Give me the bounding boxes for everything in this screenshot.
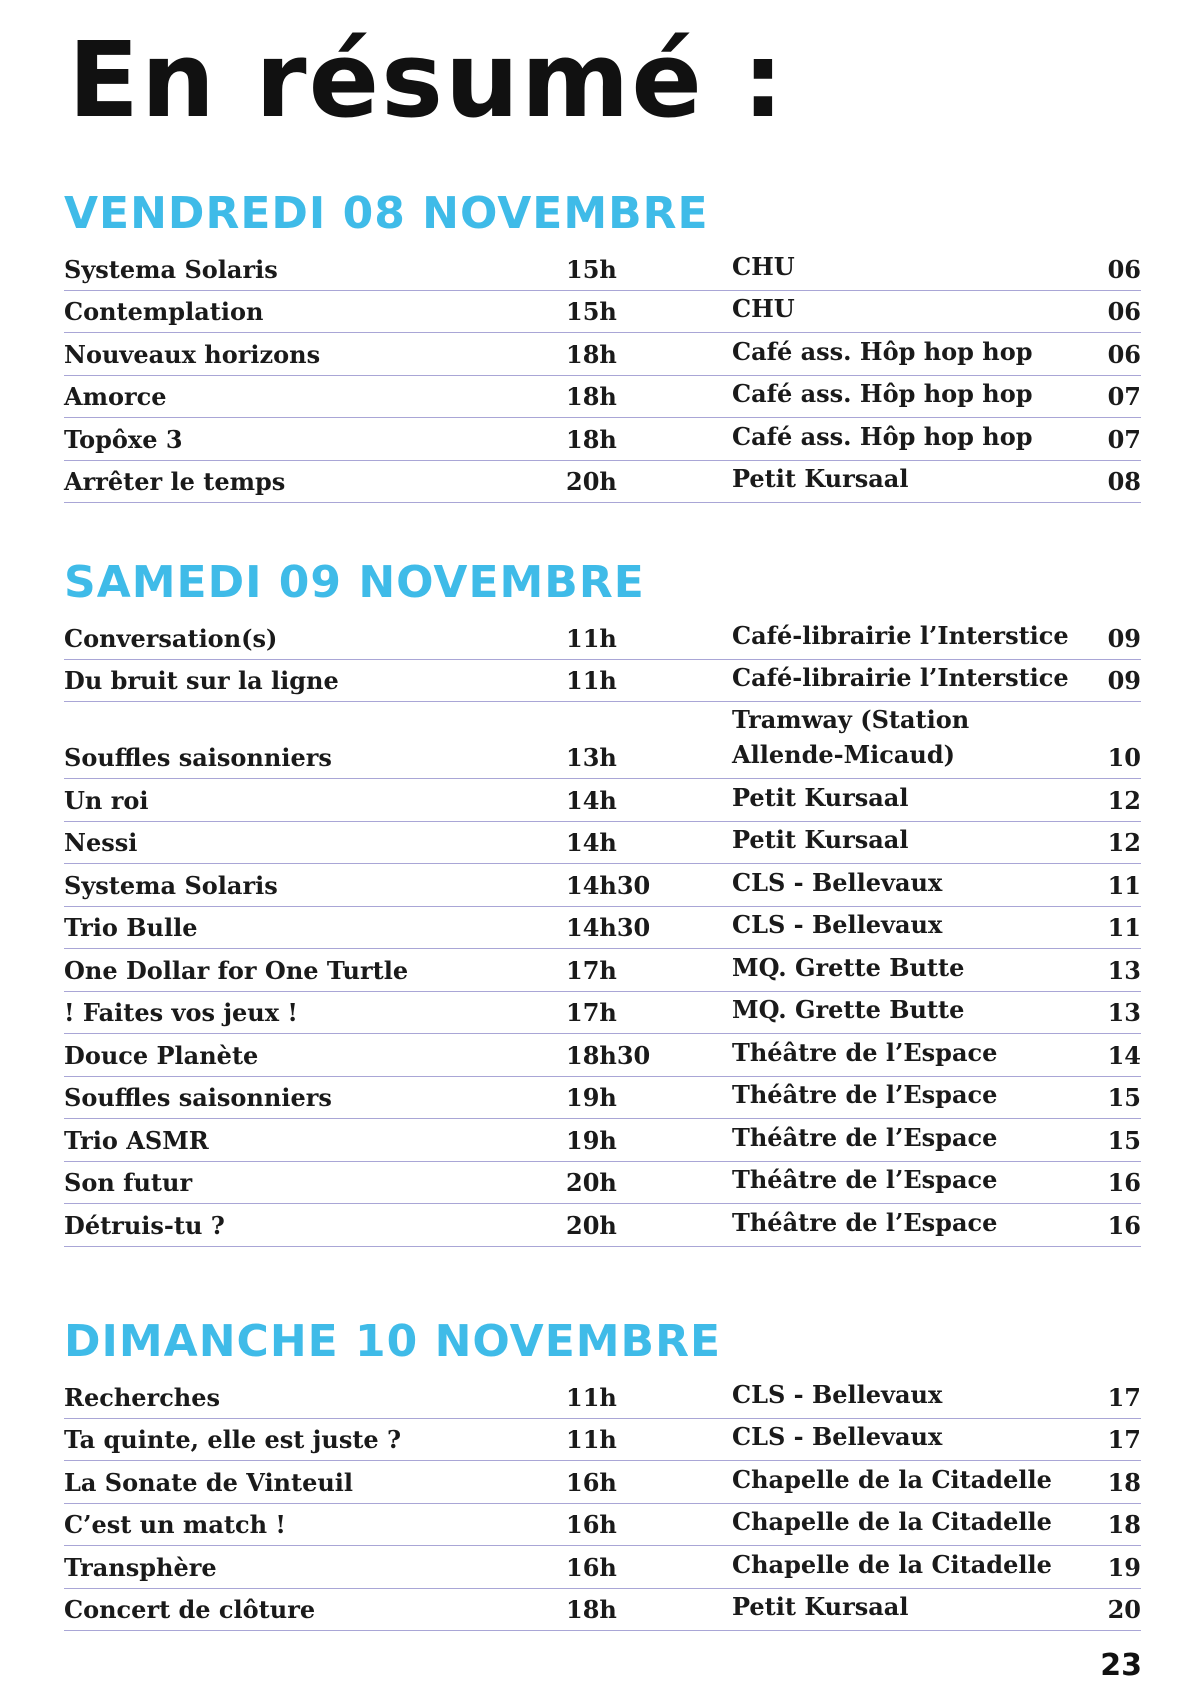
- event-page-ref: 15: [1107, 1125, 1141, 1155]
- event-title: Douce Planète: [64, 1040, 259, 1070]
- event-venue: MQ. Grette Butte: [732, 952, 965, 982]
- event-venue: MQ. Grette Butte: [732, 995, 965, 1024]
- event-time: 18h: [566, 339, 617, 369]
- event-time: 19h: [566, 1125, 617, 1155]
- event-time: 15h: [566, 254, 617, 284]
- event-row: [64, 1034, 1141, 1077]
- event-venue: CLS - Bellevaux: [732, 910, 943, 939]
- event-time: 17h: [566, 998, 617, 1027]
- event-time: 15h: [566, 297, 617, 326]
- event-page-ref: 06: [1107, 339, 1141, 369]
- event-title: Transphère: [64, 1552, 217, 1582]
- day-section-saturday: [64, 553, 1141, 1247]
- day-section-sunday: [64, 1312, 1141, 1631]
- event-row: [64, 822, 1141, 865]
- event-venue: CLS - Bellevaux: [732, 867, 943, 897]
- event-title: One Dollar for One Turtle: [64, 955, 409, 985]
- event-venue: CHU: [732, 251, 795, 281]
- event-venue: Petit Kursaal: [732, 782, 909, 812]
- event-title: Topôxe 3: [64, 424, 183, 454]
- event-time: 20h: [566, 1210, 617, 1240]
- event-time: 14h30: [566, 870, 651, 900]
- day-heading: VENDREDI 08 NOVEMBRE: [64, 188, 709, 239]
- event-time: 19h: [566, 1083, 617, 1112]
- event-page-ref: 10: [1107, 743, 1141, 772]
- event-title: Amorce: [64, 382, 167, 411]
- event-row: [64, 1461, 1141, 1504]
- event-page-ref: 17: [1107, 1382, 1141, 1412]
- event-venue: CHU: [732, 294, 795, 323]
- event-venue: CLS - Bellevaux: [732, 1422, 943, 1451]
- event-row: [64, 1504, 1141, 1547]
- event-time: 14h: [566, 828, 617, 857]
- event-venue: Petit Kursaal: [732, 464, 909, 493]
- event-title: Souffles saisonniers: [64, 1083, 332, 1112]
- page-title: En résumé :: [68, 19, 786, 141]
- event-title: Un roi: [64, 785, 149, 815]
- event-row: [64, 779, 1141, 822]
- event-venue: Théâtre de l’Espace: [732, 1207, 998, 1237]
- event-venue: Café ass. Hôp hop hop: [732, 379, 1033, 408]
- event-venue: Théâtre de l’Espace: [732, 1037, 998, 1067]
- event-page-ref: 20: [1107, 1595, 1141, 1624]
- event-row: [64, 248, 1141, 291]
- event-row: [64, 660, 1141, 703]
- event-page-ref: 12: [1107, 828, 1141, 857]
- event-page-ref: 11: [1107, 913, 1141, 942]
- event-row: [64, 291, 1141, 334]
- event-time: 17h: [566, 955, 617, 985]
- event-row: [64, 1204, 1141, 1247]
- event-venue: Café ass. Hôp hop hop: [732, 421, 1033, 451]
- event-venue: CLS - Bellevaux: [732, 1379, 943, 1409]
- event-page-ref: 13: [1107, 955, 1141, 985]
- event-venue: Chapelle de la Citadelle: [732, 1464, 1052, 1494]
- event-page-ref: 12: [1107, 785, 1141, 815]
- event-title: Recherches: [64, 1382, 221, 1412]
- event-venue: Café-librairie l’Interstice: [732, 663, 1069, 692]
- event-row: [64, 1546, 1141, 1589]
- event-page-ref: 19: [1107, 1552, 1141, 1582]
- event-row: [64, 1419, 1141, 1462]
- day-heading: DIMANCHE 10 NOVEMBRE: [64, 1316, 722, 1367]
- day-heading: SAMEDI 09 NOVEMBRE: [64, 557, 645, 608]
- event-venue: Café-librairie l’Interstice: [732, 620, 1069, 650]
- event-row: [64, 461, 1141, 504]
- event-venue: Tramway (Station Allende-Micaud): [732, 705, 970, 769]
- event-page-ref: 17: [1107, 1425, 1141, 1454]
- event-row: [64, 1162, 1141, 1205]
- event-page-ref: 14: [1107, 1040, 1141, 1070]
- event-time: 20h: [566, 467, 617, 496]
- event-title: Nessi: [64, 828, 138, 857]
- event-time: 14h30: [566, 913, 651, 942]
- event-title: Trio ASMR: [64, 1125, 209, 1155]
- event-title: Conversation(s): [64, 623, 278, 653]
- event-row: [64, 864, 1141, 907]
- event-row: [64, 949, 1141, 992]
- event-venue: Chapelle de la Citadelle: [732, 1507, 1052, 1536]
- event-time: 11h: [566, 1425, 617, 1454]
- event-row: [64, 617, 1141, 660]
- event-row: [64, 1119, 1141, 1162]
- event-time: 16h: [566, 1467, 617, 1497]
- event-title: Trio Bulle: [64, 913, 198, 942]
- event-page-ref: 06: [1107, 254, 1141, 284]
- event-title: Détruis-tu ?: [64, 1210, 225, 1240]
- event-title: Concert de clôture: [64, 1595, 316, 1624]
- event-page-ref: 16: [1107, 1210, 1141, 1240]
- event-time: 11h: [566, 623, 617, 653]
- event-row: [64, 333, 1141, 376]
- event-venue: Café ass. Hôp hop hop: [732, 336, 1033, 366]
- event-venue: Théâtre de l’Espace: [732, 1122, 998, 1152]
- event-time: 11h: [566, 1382, 617, 1412]
- event-page-ref: 11: [1107, 870, 1141, 900]
- event-row: [64, 702, 1141, 779]
- event-page-ref: 07: [1107, 424, 1141, 454]
- event-time: 18h: [566, 1595, 617, 1624]
- event-time: 14h: [566, 785, 617, 815]
- event-title: Du bruit sur la ligne: [64, 666, 339, 695]
- event-time: 11h: [566, 666, 617, 695]
- event-page-ref: 07: [1107, 382, 1141, 411]
- event-page-ref: 16: [1107, 1168, 1141, 1197]
- event-row: [64, 1589, 1141, 1632]
- event-page-ref: 09: [1107, 623, 1141, 653]
- event-title: Nouveaux horizons: [64, 339, 321, 369]
- event-title: Souffles saisonniers: [64, 743, 332, 772]
- event-row: [64, 1077, 1141, 1120]
- event-row: [64, 992, 1141, 1035]
- event-page-ref: 09: [1107, 666, 1141, 695]
- event-venue: Théâtre de l’Espace: [732, 1080, 998, 1109]
- event-time: 16h: [566, 1552, 617, 1582]
- event-page-ref: 15: [1107, 1083, 1141, 1112]
- event-time: 13h: [566, 743, 617, 772]
- event-page-ref: 13: [1107, 998, 1141, 1027]
- event-list: [64, 1376, 1141, 1631]
- event-time: 18h30: [566, 1040, 651, 1070]
- event-time: 18h: [566, 424, 617, 454]
- page-number: 23: [1100, 1648, 1142, 1683]
- event-time: 16h: [566, 1510, 617, 1539]
- event-list: [64, 617, 1141, 1247]
- event-time: 18h: [566, 382, 617, 411]
- event-row: [64, 907, 1141, 950]
- event-page-ref: 18: [1107, 1510, 1141, 1539]
- event-row: [64, 376, 1141, 419]
- event-row: [64, 1376, 1141, 1419]
- event-venue: Petit Kursaal: [732, 825, 909, 854]
- event-title: ! Faites vos jeux !: [64, 998, 298, 1027]
- event-venue: Théâtre de l’Espace: [732, 1165, 998, 1194]
- event-title: Contemplation: [64, 297, 264, 326]
- event-page-ref: 18: [1107, 1467, 1141, 1497]
- event-title: Systema Solaris: [64, 254, 278, 284]
- event-row: [64, 418, 1141, 461]
- event-title: C’est un match !: [64, 1510, 286, 1539]
- event-list: [64, 248, 1141, 503]
- day-section-friday: [64, 184, 1141, 503]
- event-page-ref: 06: [1107, 297, 1141, 326]
- event-title: Ta quinte, elle est juste ?: [64, 1425, 402, 1454]
- event-venue: Chapelle de la Citadelle: [732, 1549, 1052, 1579]
- event-title: La Sonate de Vinteuil: [64, 1467, 354, 1497]
- event-title: Systema Solaris: [64, 870, 278, 900]
- event-venue: Petit Kursaal: [732, 1592, 909, 1621]
- event-page-ref: 08: [1107, 467, 1141, 496]
- event-title: Son futur: [64, 1168, 193, 1197]
- event-title: Arrêter le temps: [64, 467, 286, 496]
- event-time: 20h: [566, 1168, 617, 1197]
